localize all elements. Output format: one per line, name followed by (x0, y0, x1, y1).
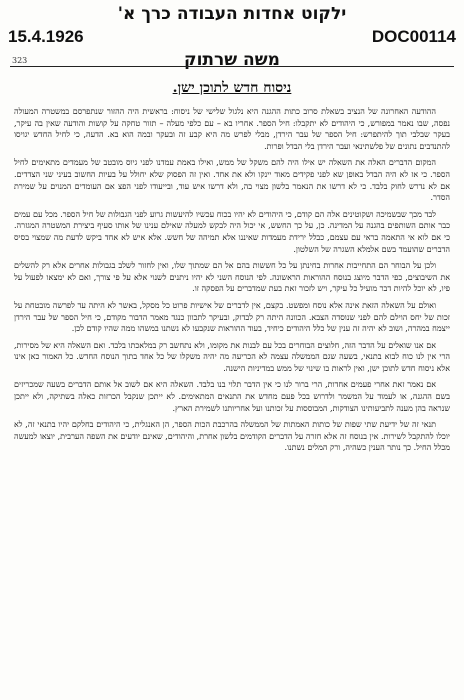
article-title: ניסוח חדש לתוכן ישן. (172, 80, 292, 96)
article-body (14, 106, 450, 692)
paragraph: המקום הדברים האלה את השאלה יש אילו היה להם משקל של ממש, ואילו באמת עמדנו לפני גיוס מובטב של מעמדים מתאימים לחיל הספר. כי אז לא היה הבדל באופן שא לפני פקידים מאוד יינקו ולא את אחד. ואין זה הפסוק שלא יחולל על בעיות החשוב בעיני שני הצדדים. אם לא נדרש לחוק בלבד. כי לא דרשו את הנאמר בלשון מצוי בה, ולא דרשו איש עוד, ובייעודו לפני הפצ אם העומדים המנוים על שמירת הסדר. (14, 158, 450, 203)
document-id: DOC00114 (371, 27, 456, 46)
paragraph: תנאי זה של ידיעת שתי שפות של כותות האמתות של הממשלה בהרכבת הכות הספר, הן האנגלית, כי היהודים בחלקם יהיו בתנאי זה, לא יוכלו להתקבל לשירות. אין בנוסח זה אלא חזרה על הדברים הקודמים בלשון אחרת, והיהודים, שאינם יודעים את השפה הערבית, יוצאו למעשה מכלל החיל. כך נותר הענין כשהיה, ורק המלים נשתנו. (14, 420, 450, 453)
document-date: 15.4.1926 (8, 27, 84, 46)
paragraph: אם אנו שואלים על הדבר הזה, חלוצים הבוחרים בכל עם לבנות את מקומו, ולא נתחשב רק במלאכתו בלבד. ואם השאלה היא של מסירות, הרי אין לנו כוח לבוא בתנאי, בשעה שגם הממשלה עצמה לא הכריעה מה יהיה משקלו של כל אחד בתוך הנוסח החדש. כל האמור כאן אינו אלא ניסוח חדש לתוכן ישן, ואין לראות בו שינוי של ממש במדיניות הישנה. (14, 340, 450, 373)
paragraph: ולכן על הבוחר הם התחייבות אחרות בחינתן על כל חששות בהם אל הם שמתוך שלו, ואין לחזור לשלב בגבולות אחרים אלא רק להשלים את השיבוצים, כפי הדבר מיוצג בנוסח ההוראות הראשונה. לפי הנוסח השני לא יהיו ניתנים לשנוי אלא על פי צורך, ואם לא ימצאו לפעול על פיו, לא יוכל להיות דבר מועיל כל עיקר, ויש לזכור זאת בעת שמדברים על הפסקה זו. (14, 261, 450, 294)
paragraph: אם נאמר זאת אחרי פעמים אחדות, הרי ברור לנו כי אין הדבר תלוי בנו בלבד. השאלה היא אם לשוב אל אותם הדברים בשעה שמכריזים בשם ההגנה, או לעמוד על המשמר ולדרוש בכל פעם מחדש את התנאים המתאימים. לא ייתכן שנקבל הכרזות כאלה בשתיקה, ולא ייתכן שנראה בהן מענה לתביעותינו הצודקות, המבוססות על זכותנו ועל אחריותנו לשמירת הארץ. (14, 380, 450, 413)
collection-title: ילקוט אחדות העבודה כרך א' (117, 4, 347, 24)
paragraph: ההודעה האחרונה של הנציב בשאלת סרוב כתות ההגנה היא נלגול שלישי של ניסוח: בראשית היה ההזור שנתפרסם במשטרה המעולה נפסה, שבו נאמר במפורש, כי היהודים לא יתקבלו: חיל הספר. אחריו בא – עם כלפי מעלה – תזור טחקה על קושות והודעה שאין בה עיקר, בעקר שבלבי תוך להיתפרש: חיל הספר של עבר הירדן, מבלי לפרש מה היא קבע זה ובעקר ובמה הוא בא. הדעה, כי לחיל החדש יגויסו להתנדבים נתונים של פלשתינאי ועבר הירדן בלי הבדל ופרות. (14, 107, 450, 151)
paragraph: לבד מכך שבשמיכה ושקוטינים אלה הם קודם, כי היהודים לא יהיו בכוח עכשיו להיעשות גרוע לפני הגבולות של חיל הספר. מכל עם עמים כבר אותם השותפים בהגנה על המדינה. כן, על כך החשש, אי יכול היה לבקש למעלה שאילם ענינו של אותו סעיף ביצירת המשטרה המגזרה. כי אם לוא אי התאמה בראי עם עצמם, כבלל ירידת מעמדות שאיננו אלא תמיהה של חשש. אלא איש לא אחד ביקש לדעת מה שמצוי בסיס הדברים שהועמד בשם אלמלא השגרה של השלטון. (14, 209, 450, 254)
header-divider (10, 66, 454, 67)
paragraph: ואולם על השאלה הזאת אינה אלא נוסח ומפשט. בקצם, אין לדברים של אישיות פרוט כל מסקל, באשר לא היתה עד לפרשה מובטחת על זכות של יחס הוילם להם לפני שנוסדה הצבא. הכוונה היתה רק לבדוק, ובעיקר לתכוון כנגד מאמר הדבור מקודם, כי חיל הספר של עבר הירדן ייצמח במהרה, ושוב לא יהיה זה ענין של כלל היהודים כיחיד, בעוד ההוראות שנקבעו לא נשתנו במשהו ממה שהיו קודם לכן. (14, 300, 450, 334)
page-number: 323 (12, 56, 28, 65)
author-name: משה שרתוק (184, 50, 280, 70)
